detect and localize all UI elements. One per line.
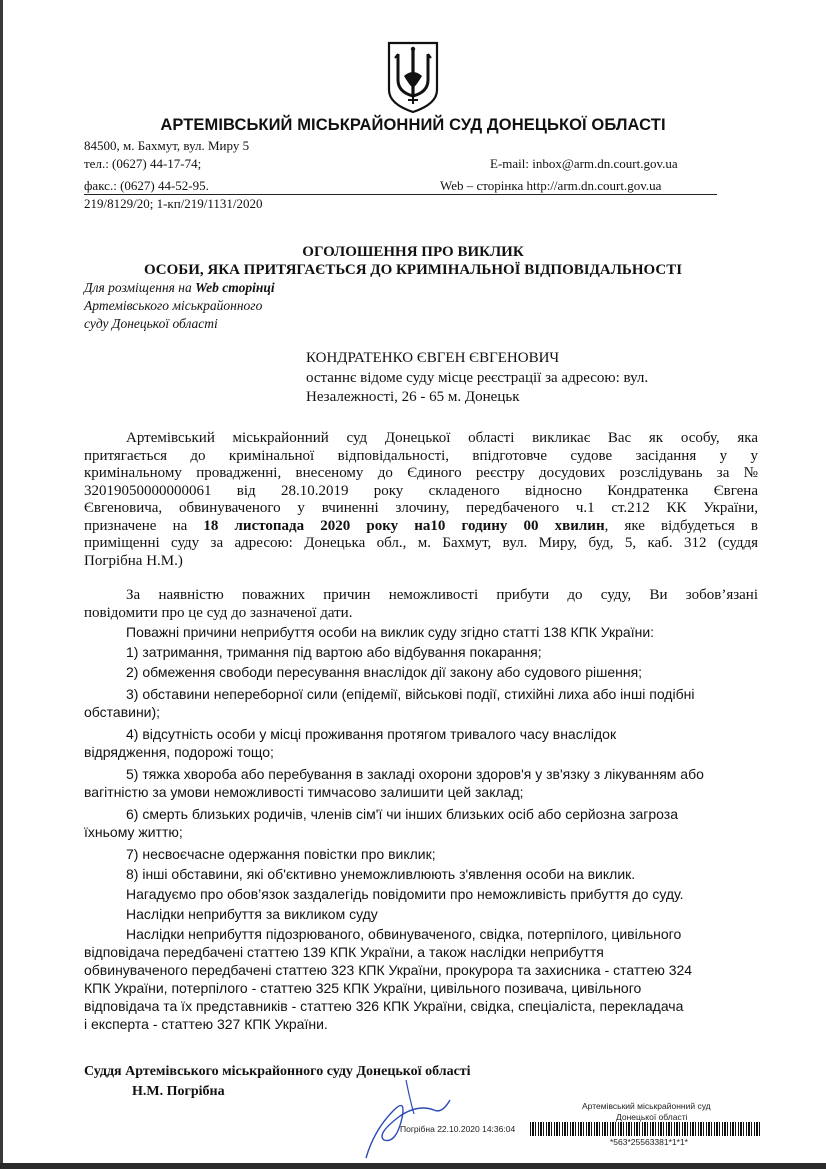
stamp-org-region: Донецької області	[616, 1112, 688, 1122]
coat-of-arms-icon	[386, 40, 440, 114]
court-name: АРТЕМІВСЬКИЙ МІСЬКРАЙОННИЙ СУД ДОНЕЦЬКОЇ ОБЛАСТІ	[160, 116, 666, 134]
consequences-line-4: КПК України, потерпілого - статтею 325 КПК України, цивільного позивача, цивільного	[84, 980, 642, 996]
reason-item-3: 3) обставини непереборної сили (епідемії, військові події, стихійні лиха або інші подібні	[126, 686, 695, 702]
reminder: Нагадуємо про обов’язок заздалегідь повідомити про неможливість прибуття до суду.	[126, 886, 684, 902]
reason-item-4-cont: відрядження, подорожі тощо;	[84, 744, 274, 760]
scan-edge-bottom	[0, 1163, 826, 1169]
consequences-line-2: відповідача передбачені статтею 139 КПК України, а також наслідки неприбуття	[84, 944, 604, 960]
consequences-line-1: Наслідки неприбуття підозрюваного, обвинуваченого, свідка, потерпілого, цивільного	[126, 926, 682, 942]
consequences-title: Наслідки неприбуття за викликом суду	[126, 906, 378, 922]
stamp-signed: Погрібна 22.10.2020 14:36:04	[400, 1124, 516, 1134]
reason-item-4: 4) відсутність особи у місці проживання протягом тривалого часу внаслідок	[126, 726, 617, 742]
placement-note: Для розміщення на Web сторінці	[84, 280, 275, 295]
stamp-org: Артемівський міськрайонний суд	[582, 1101, 711, 1111]
valid-reasons-intro: Поважні причини неприбуття особи на виклик суду згідно статті 138 КПК України:	[126, 624, 655, 640]
reason-item-5: 5) тяжка хвороба або перебування в закладі охорони здоров'я у зв'язку з лікуванням або	[126, 766, 704, 782]
reason-item-1: 1) затримання, тримання під вартою або відбування покарання;	[126, 644, 542, 660]
addressee-address: останнє відоме суду місце реєстрації за адресою: вул.	[306, 370, 649, 386]
court-email: E-mail: inbox@arm.dn.court.gov.ua	[490, 156, 678, 171]
stamp-code: *563*25563381*1*1*	[610, 1137, 688, 1147]
placement-court: Артемівського міськрайонного	[84, 298, 263, 313]
judge-name: Н.М. Погрібна	[132, 1084, 225, 1099]
notice-subtitle: ОСОБИ, ЯКА ПРИТЯГАЄТЬСЯ ДО КРИМІНАЛЬНОЇ ВІДПОВІДАЛЬНОСТІ	[143, 262, 683, 278]
court-phone: тел.: (0627) 44-17-74;	[84, 156, 202, 171]
notice-title: ОГОЛОШЕННЯ ПРО ВИКЛИК	[302, 244, 524, 260]
court-address: 84500, м. Бахмут, вул. Миру 5	[84, 138, 250, 153]
reason-item-5-cont: вагітністю за умови неможливості тимчасово залишити цей заклад;	[84, 784, 524, 800]
placement-region: суду Донецької області	[84, 316, 218, 331]
scan-edge	[0, 0, 3, 1169]
header-rule	[84, 194, 717, 195]
court-website: Web – сторінка http://arm.dn.court.gov.ua	[440, 178, 662, 193]
reason-item-2: 2) обмеження свободи пересування внаслідок дії закону або судового рішення;	[126, 664, 643, 680]
reason-item-7: 7) несвоєчасне одержання повістки про виклик;	[126, 846, 436, 862]
consequences-line-6: і експерта - статтею 327 КПК України.	[84, 1016, 328, 1032]
reason-item-6: 6) смерть близьких родичів, членів сім'ї чи інших близьких осіб або серйозна загроза	[126, 806, 679, 822]
handwritten-signature	[356, 1070, 456, 1162]
consequences-line-3: обвинуваченого передбачені статтею 323 КПК України, прокурора та захисника - статтею 324	[84, 962, 693, 978]
hearing-date-line: призначене на 18 листопада 2020 року на10 годину 00 хвилин, яке відбудеться в	[84, 517, 759, 534]
absence-paragraph: За наявністю поважних причин неможливості прибути до суду, Ви зобов’язані повідомити про це суд до зазначеної дати.	[84, 587, 758, 621]
reason-item-3-cont: обставини);	[84, 704, 161, 720]
summons-paragraph: Артемівський міськрайонний суд Донецької області викликає Вас як особу, яка притягається до кримінальної відповідальності, впідготовче судове засідання у у кримінальному провадженні, внесеному до Єдиного реєстру досудових розслідувань за № 32019050000000061 від 28.10.2019 року складеного відносно Кондратенка Євгена Євгеновича, обвинуваченого у вчиненні злочину, передбаченого ч.1 ст.212 КК України, призначене на 18 листопада 2020 року на10 годину 00 хвилин, яке відбудеться в приміщенні суду за адресою: Донецька обл., м. Бахмут, вул. Миру, буд, 5, каб. 312 (суддя Погрібна Н.М.)	[84, 430, 759, 569]
case-number: 219/8129/20; 1-кп/219/1131/2020	[84, 196, 263, 211]
addressee-name: КОНДРАТЕНКО ЄВГЕН ЄВГЕНОВИЧ	[306, 350, 560, 366]
court-fax: факс.: (0627) 44-52-95.	[84, 178, 209, 193]
judge-title: Суддя Артемівського міськрайонного суду Донецької області	[84, 1064, 471, 1079]
consequences-line-5: відповідача та їх представників - статтею 326 КПК України, свідка, спеціаліста, перекладача	[84, 998, 684, 1014]
hearing-date: 18 листопада 2020 року на10 годину 00 хвилин	[203, 517, 605, 534]
addressee-address-cont: Незалежності, 26 - 65 м. Донецьк	[306, 389, 520, 405]
barcode	[530, 1122, 762, 1136]
reason-item-6-cont: їхньому життю;	[84, 824, 183, 840]
reason-item-8: 8) інші обставини, які об'єктивно унеможливлюють з'явлення особи на виклик.	[126, 866, 636, 882]
